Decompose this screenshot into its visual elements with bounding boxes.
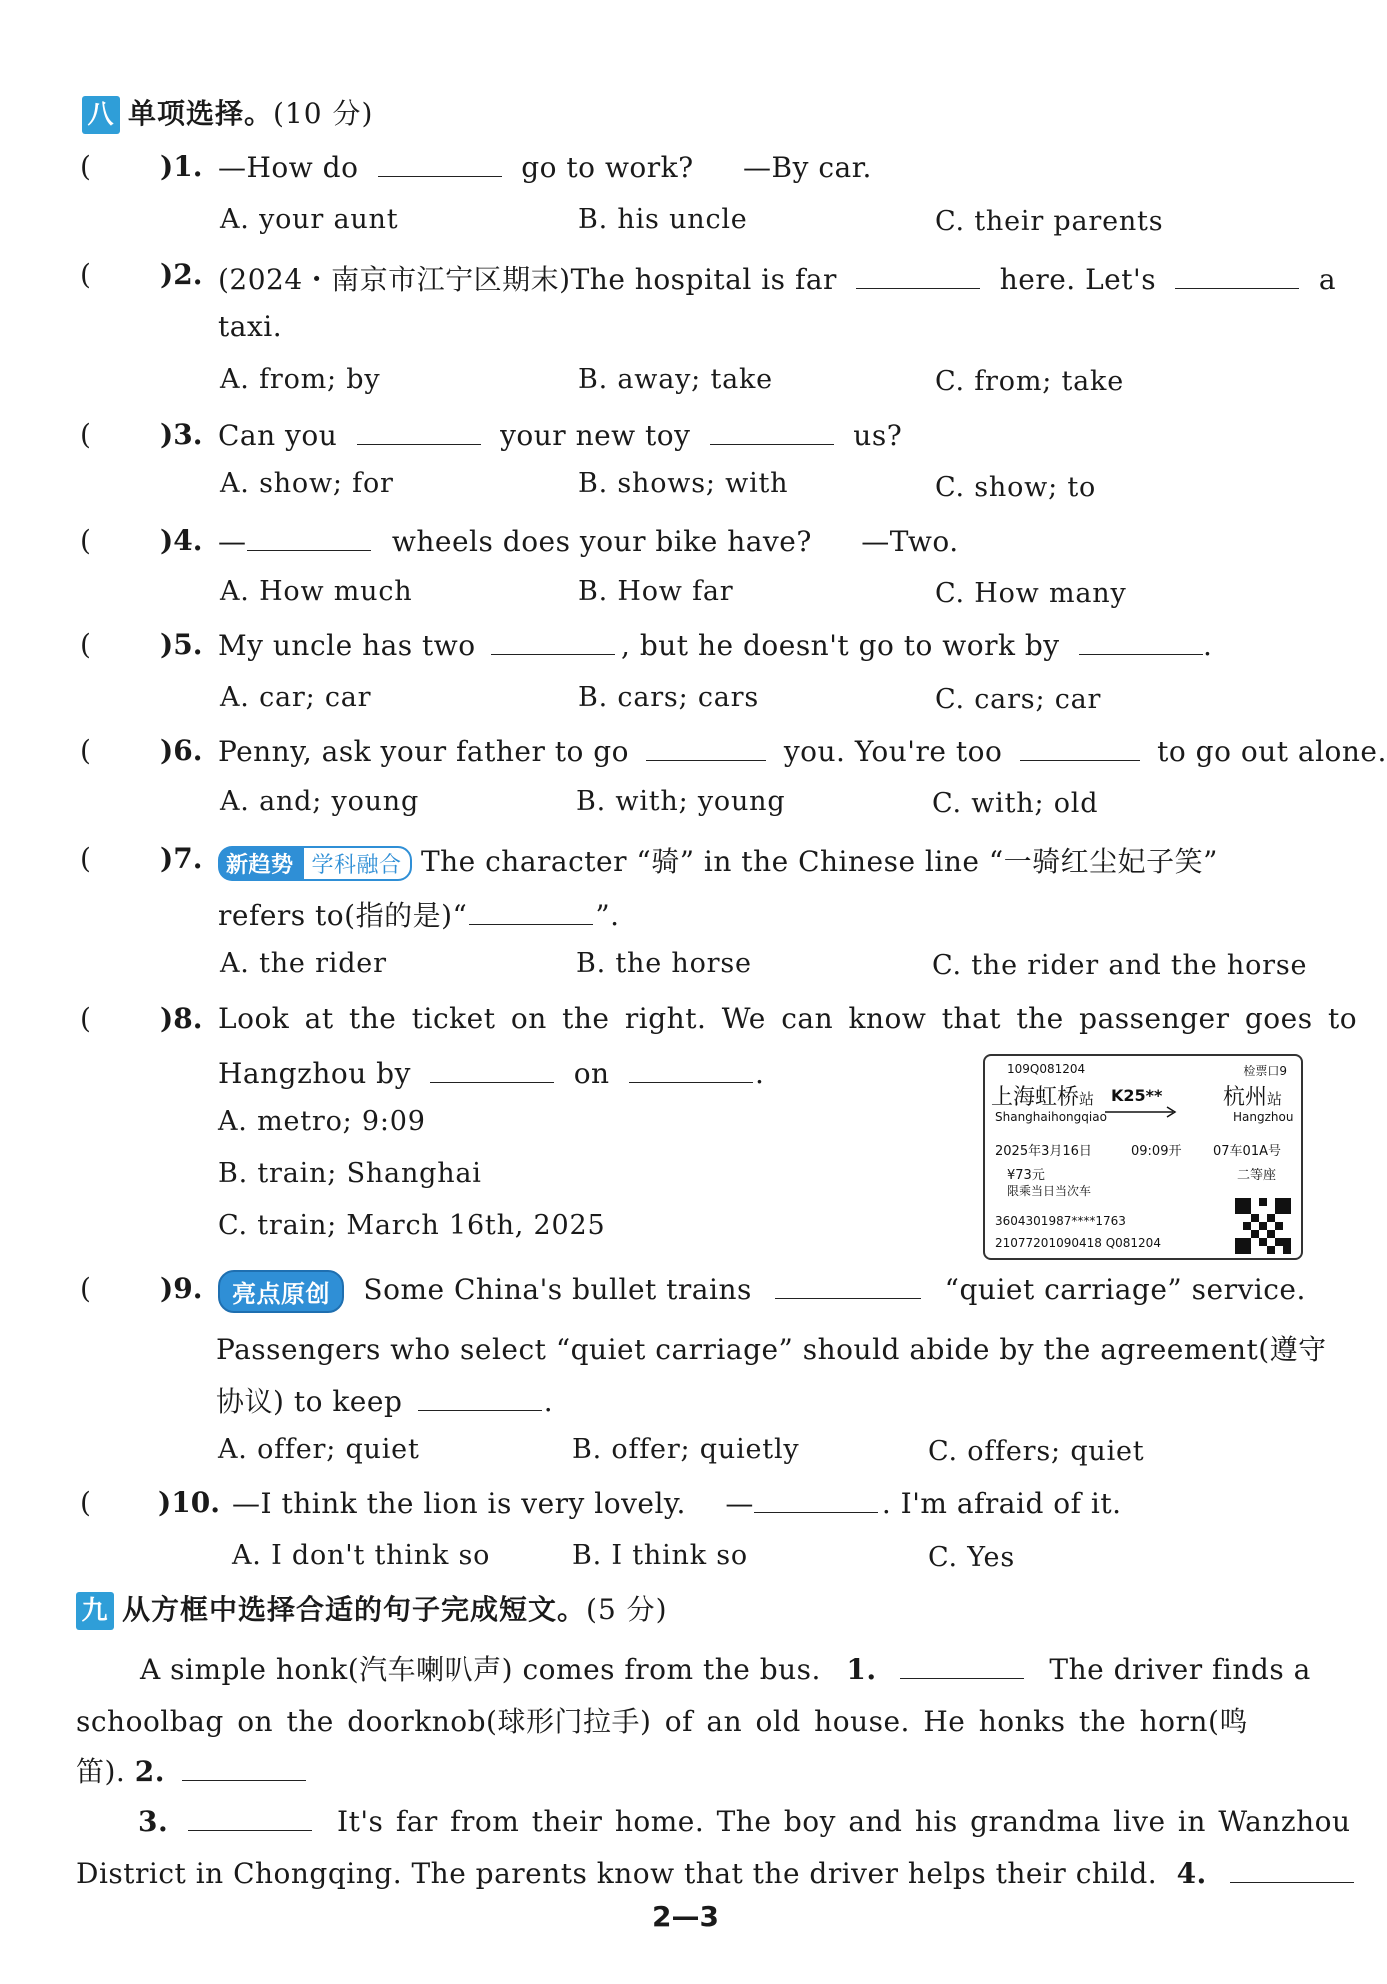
q1-number: )1. — [160, 150, 203, 183]
ticket-date: 2025年3月16日 — [995, 1144, 1092, 1159]
q4-stem-c: —Two. — [861, 525, 959, 558]
q3-stem-b: your new toy — [500, 419, 691, 452]
q8-stem-line2 — [218, 1056, 764, 1090]
q4-option-c[interactable]: C. How many — [935, 578, 1127, 609]
ticket-price: ¥73元 — [1007, 1168, 1045, 1183]
ticket-from-cn: 上海虹桥 — [991, 1085, 1080, 1110]
q4-option-a[interactable]: A. How much — [220, 576, 413, 607]
q10-stem — [232, 1486, 1122, 1520]
q6-option-a[interactable]: A. and; young — [220, 786, 420, 817]
passage-p1-b: The driver finds a — [1049, 1653, 1311, 1686]
ticket-time: 09:09开 — [1131, 1144, 1182, 1159]
section-9-number: 九 — [76, 1592, 114, 1630]
q4-number: )4. — [160, 524, 203, 557]
q7-blank[interactable] — [469, 898, 593, 925]
q6-stem — [218, 734, 1387, 768]
q3-stem — [218, 418, 902, 452]
passage-blank-4-number: 4. — [1176, 1857, 1207, 1890]
ticket-to-cn: 杭州 — [1223, 1085, 1268, 1110]
ticket-class: 二等座 — [1237, 1168, 1277, 1183]
q3-stem-c: us? — [853, 419, 903, 452]
q2-number: )2. — [160, 258, 203, 291]
q3-option-b[interactable]: B. shows; with — [578, 468, 789, 499]
q7-stem — [218, 840, 1218, 881]
ticket-arrow-icon — [1103, 1106, 1181, 1118]
q1-blank[interactable] — [378, 150, 502, 177]
ticket-from-en: Shanghaihongqiao — [995, 1110, 1107, 1124]
q5-answer-paren: ( — [80, 628, 91, 661]
section-8-heading — [82, 92, 373, 134]
q7-option-a[interactable]: A. the rider — [220, 948, 387, 979]
passage-blank-3-number: 3. — [138, 1805, 169, 1838]
q6-blank-2[interactable] — [1020, 734, 1140, 761]
train-ticket — [983, 1054, 1303, 1260]
q5-stem — [218, 628, 1212, 662]
ticket-to-en: Hangzhou — [1233, 1110, 1294, 1124]
q4-blank[interactable] — [247, 524, 371, 551]
q8-number: )8. — [160, 1002, 203, 1035]
q8-option-a[interactable]: A. metro; 9:09 — [218, 1106, 426, 1137]
q5-stem-b: , but he doesn't go to work by — [621, 629, 1060, 662]
passage-line-4 — [138, 1804, 1351, 1838]
passage-blank-1-number: 1. — [846, 1653, 877, 1686]
q2-blank-2[interactable] — [1175, 262, 1299, 289]
q1-stem-c: —By car. — [743, 151, 872, 184]
q9-answer-paren: ( — [80, 1272, 91, 1305]
ticket-serial: 21077201090418 Q081204 — [995, 1236, 1161, 1250]
q7-stem-b: refers to(指的是)“ — [218, 899, 468, 932]
ticket-gate: 检票口9 — [1243, 1064, 1287, 1078]
q6-stem-b: you. You're too — [783, 735, 1003, 768]
ticket-train: K25** — [1111, 1086, 1163, 1105]
q9-stem-c: Passengers who select “quiet carriage” should abide by the agreement(遵守 — [216, 1333, 1327, 1366]
q10-stem-c: . I'm afraid of it. — [881, 1487, 1122, 1520]
q9-stem-a: Some China's bullet trains — [363, 1273, 752, 1306]
q7-stem-c: ”. — [595, 899, 620, 932]
q9-stem-b: “quiet carriage” service. — [944, 1273, 1306, 1306]
ticket-qr-code-icon — [1235, 1198, 1291, 1254]
q9-stem-line3 — [216, 1380, 553, 1420]
q10-blank[interactable] — [754, 1486, 878, 1513]
q9-stem — [218, 1270, 1306, 1313]
q3-stem-a: Can you — [218, 419, 338, 452]
q4-option-b[interactable]: B. How far — [578, 576, 734, 607]
q2-stem — [218, 258, 1336, 298]
q4-answer-paren: ( — [80, 524, 91, 557]
q9-number: )9. — [160, 1272, 203, 1305]
passage-line-5 — [76, 1856, 1354, 1890]
q3-number: )3. — [160, 418, 203, 451]
q3-answer-paren: ( — [80, 418, 91, 451]
q9-blank-1[interactable] — [775, 1272, 921, 1299]
q8-stem-b: Hangzhou by — [218, 1057, 411, 1090]
q5-option-c[interactable]: C. cars; car — [935, 684, 1102, 715]
passage-blank-1[interactable] — [900, 1652, 1024, 1679]
passage-line-1 — [140, 1648, 1311, 1688]
passage-p2-a: It's far from their home. The boy and his grandma live in Wanzhou — [337, 1805, 1351, 1838]
q9-tag-original: 亮点原创 — [218, 1270, 344, 1313]
q8-option-b[interactable]: B. train; Shanghai — [218, 1158, 482, 1189]
passage-p1-d: 笛). — [76, 1755, 126, 1788]
q8-blank-1[interactable] — [430, 1056, 554, 1083]
passage-blank-2-number: 2. — [134, 1755, 165, 1788]
ticket-from-suffix: 站 — [1079, 1090, 1095, 1108]
q2-option-b[interactable]: B. away; take — [578, 364, 773, 395]
q10-option-a[interactable]: A. I don't think so — [232, 1540, 491, 1571]
ticket-note: 限乘当日当次车 — [1007, 1184, 1092, 1198]
passage-p1-c: schoolbag on the doorknob(球形门拉手) of an old house. He honks the horn(鸣 — [76, 1705, 1248, 1738]
q2-option-c[interactable]: C. from; take — [935, 366, 1124, 397]
q4-stem-b: wheels does your bike have? — [391, 525, 812, 558]
q9-option-c[interactable]: C. offers; quiet — [928, 1436, 1145, 1467]
passage-line-3 — [76, 1750, 306, 1790]
q10-option-b[interactable]: B. I think so — [572, 1540, 748, 1571]
q6-stem-c: to go out alone. — [1157, 735, 1387, 768]
q1-answer-paren: ( — [80, 150, 91, 183]
q7-option-b[interactable]: B. the horse — [576, 948, 752, 979]
q7-stem-line2 — [218, 894, 620, 934]
ticket-id: 3604301987****1763 — [995, 1214, 1126, 1228]
q2-stem-d: taxi. — [218, 310, 283, 343]
q5-option-b[interactable]: B. cars; cars — [578, 682, 760, 713]
q1-stem-a: —How do — [218, 151, 359, 184]
q8-stem-c: on — [573, 1057, 610, 1090]
passage-blank-2[interactable] — [182, 1754, 306, 1781]
passage-blank-4[interactable] — [1230, 1856, 1354, 1883]
q1-stem — [218, 150, 872, 184]
section-8-number: 八 — [82, 96, 120, 134]
q7-tag-interdisciplinary: 学科融合 — [302, 846, 412, 881]
section-9-heading — [76, 1588, 668, 1630]
q1-option-c[interactable]: C. their parents — [935, 206, 1164, 237]
q3-blank-2[interactable] — [710, 418, 834, 445]
q8-stem-d: . — [755, 1057, 765, 1090]
q6-option-c[interactable]: C. with; old — [932, 788, 1099, 819]
q10-stem-a: —I think the lion is very lovely. — [232, 1487, 686, 1520]
q6-answer-paren: ( — [80, 734, 91, 767]
passage-p1-a: A simple honk(汽车喇叭声) comes from the bus. — [140, 1653, 821, 1686]
q1-option-b[interactable]: B. his uncle — [578, 204, 748, 235]
q10-stem-b: — — [725, 1487, 754, 1520]
q9-option-a[interactable]: A. offer; quiet — [218, 1434, 420, 1465]
section-8-title: 单项选择。 — [128, 97, 274, 130]
q4-stem-a: — — [218, 525, 247, 558]
q2-option-a[interactable]: A. from; by — [220, 364, 381, 395]
q6-stem-a: Penny, ask your father to go — [218, 735, 630, 768]
section-9-title: 从方框中选择合适的句子完成短文。 — [122, 1593, 587, 1626]
q2-stem-b: here. Let's — [999, 263, 1157, 296]
section-8-score: (10 分) — [273, 97, 374, 130]
ticket-to-suffix: 站 — [1267, 1090, 1283, 1108]
q8-stem-a: Look at the ticket on the right. We can know that the passenger goes to — [218, 1002, 1358, 1035]
q3-option-a[interactable]: A. show; for — [220, 468, 394, 499]
q9-option-b[interactable]: B. offer; quietly — [572, 1434, 800, 1465]
q3-blank-1[interactable] — [357, 418, 481, 445]
q5-stem-a: My uncle has two — [218, 629, 476, 662]
q3-option-c[interactable]: C. show; to — [935, 472, 1097, 503]
q9-blank-2[interactable] — [418, 1384, 542, 1411]
q2-answer-paren: ( — [80, 258, 91, 291]
q8-blank-2[interactable] — [629, 1056, 753, 1083]
q7-answer-paren: ( — [80, 842, 91, 875]
q8-option-c[interactable]: C. train; March 16th, 2025 — [218, 1210, 606, 1241]
ticket-code: 109Q081204 — [1007, 1062, 1086, 1076]
ticket-seat: 07车01A号 — [1213, 1144, 1281, 1159]
q1-stem-b: go to work? — [521, 151, 694, 184]
q4-stem — [218, 524, 959, 558]
q9-stem-e: . — [543, 1385, 554, 1418]
q7-stem-a: The character “骑” in the Chinese line “一骑红尘妃子笑” — [420, 845, 1218, 878]
ticket-from — [991, 1080, 1094, 1111]
section-9-score: (5 分) — [586, 1593, 668, 1626]
q6-option-b[interactable]: B. with; young — [576, 786, 786, 817]
q9-stem-d: 协议) to keep — [216, 1385, 403, 1418]
q7-option-c[interactable]: C. the rider and the horse — [932, 950, 1308, 981]
passage-blank-3[interactable] — [188, 1804, 312, 1831]
q7-number: )7. — [160, 842, 203, 875]
ticket-to — [1223, 1080, 1282, 1111]
q5-blank-2[interactable] — [1079, 628, 1203, 655]
q2-stem-a: (2024・南京市江宁区期末)The hospital is far — [218, 263, 837, 296]
q10-answer-paren: ( — [80, 1486, 91, 1519]
q5-stem-c: . — [1202, 629, 1213, 662]
q5-blank-1[interactable] — [491, 628, 615, 655]
q6-blank-1[interactable] — [646, 734, 766, 761]
q7-tag-new-trend: 新趋势 — [218, 846, 302, 881]
q8-answer-paren: ( — [80, 1002, 91, 1035]
q10-option-c[interactable]: C. Yes — [928, 1542, 1015, 1573]
passage-p2-b: District in Chongqing. The parents know that the driver helps their child. — [76, 1857, 1158, 1890]
q1-option-a[interactable]: A. your aunt — [220, 204, 399, 235]
q10-number: )10. — [158, 1486, 220, 1519]
q6-number: )6. — [160, 734, 203, 767]
page-number: 2—3 — [652, 1900, 719, 1933]
q5-number: )5. — [160, 628, 203, 661]
q2-stem-c: a — [1318, 263, 1337, 296]
q5-option-a[interactable]: A. car; car — [220, 682, 372, 713]
q2-blank-1[interactable] — [856, 262, 980, 289]
